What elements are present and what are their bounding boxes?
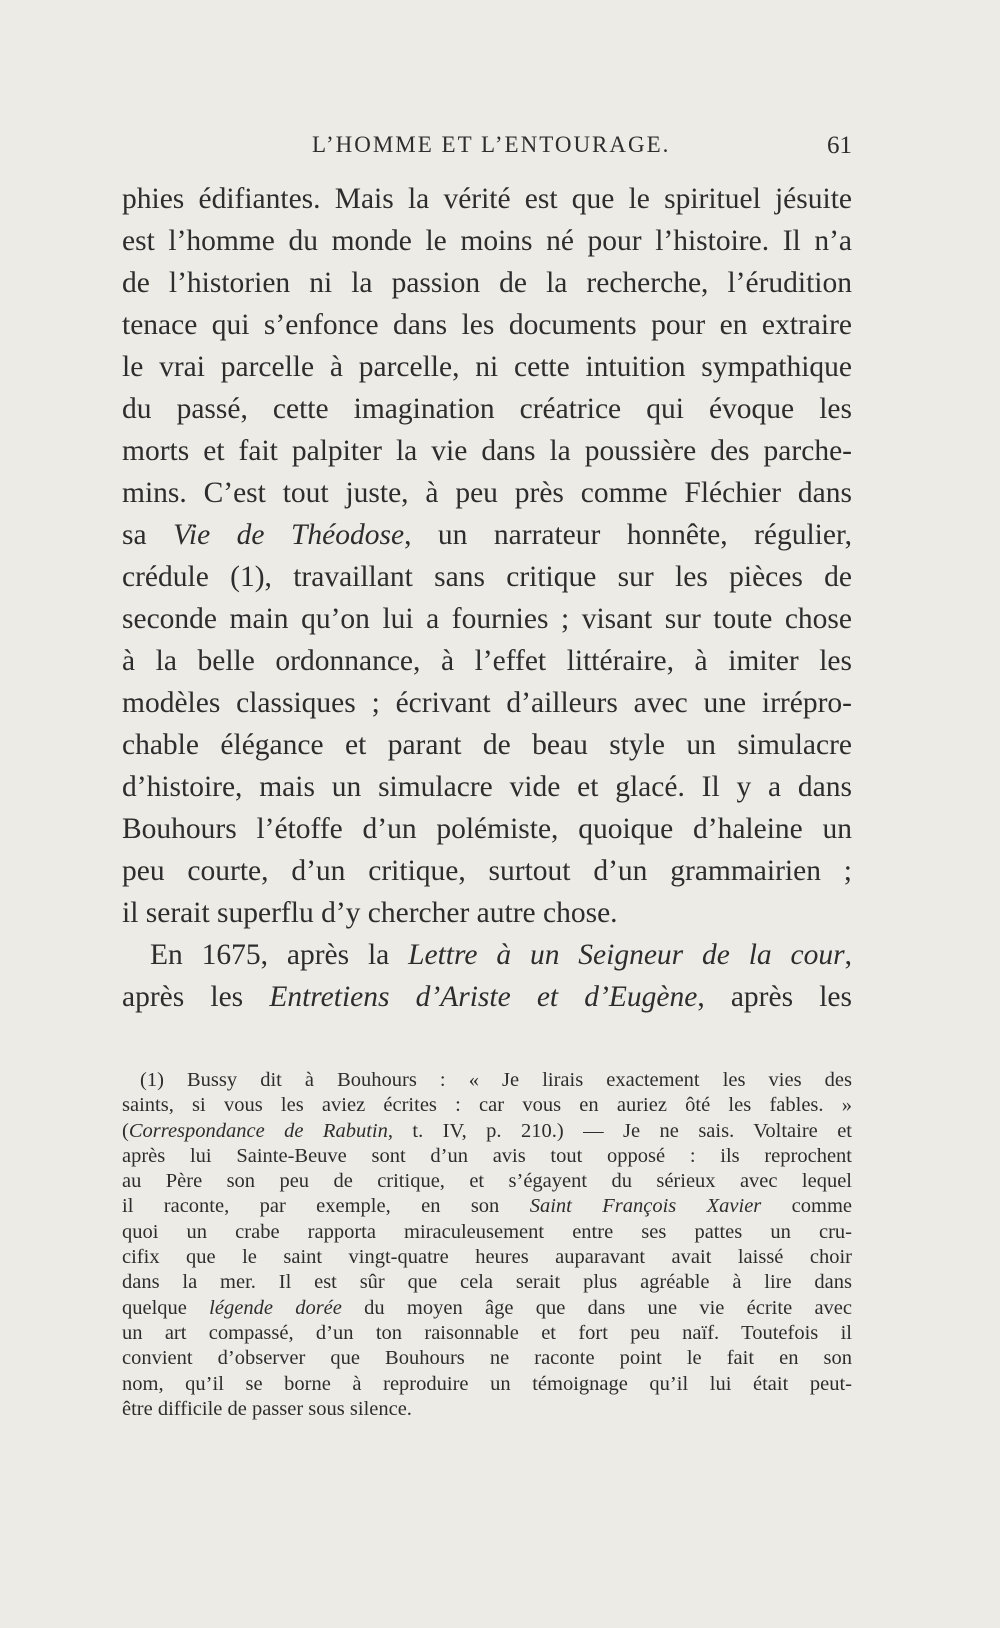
- footnote-line: dans la mer. Il est sûr que cela serait plus agréable à lire dans: [122, 1271, 852, 1294]
- footnote-line: après lui Sainte-Beuve sont d’un avis tout opposé : ils reprochent: [122, 1144, 852, 1167]
- footnote-line: au Père son peu de critique, et s’égayent du sérieux avec lequel: [122, 1170, 852, 1193]
- body-line: [122, 934, 852, 976]
- running-title: L’HOMME ET L’ENTOURAGE.: [312, 132, 671, 157]
- text-run: du moyen âge que dans une vie écrite avec: [341, 1296, 852, 1319]
- footnote-line: [122, 1119, 852, 1144]
- body-line: seconde main qu’on lui a fournies ; visant sur toute chose: [122, 603, 852, 635]
- body-line: Bouhours l’étoffe d’un polémiste, quoique d’haleine un: [122, 813, 852, 845]
- body-line: modèles classiques ; écrivant d’ailleurs avec une irrépro-: [122, 687, 852, 719]
- italic-title: Vie de Théodose: [173, 519, 405, 551]
- footnote: [122, 1068, 852, 1422]
- footnote-line: un art compassé, d’un ton raisonnable et fort peu naïf. Toutefois il: [122, 1321, 852, 1344]
- body-line: le vrai parcelle à parcelle, ni cette intuition sympathique: [122, 351, 852, 383]
- text-run: , un narrateur honnête, régulier,: [404, 519, 852, 551]
- body-line: tenace qui s’enfonce dans les documents pour en extraire: [122, 309, 852, 341]
- footnote-line: être difficile de passer sous silence.: [122, 1397, 412, 1420]
- footnote-line: convient d’observer que Bouhours ne raconte point le fait en son: [122, 1347, 852, 1370]
- footnote-line: nom, qu’il se borne à reproduire un témoignage qu’il lui était peut-: [122, 1372, 852, 1395]
- body-text: [122, 178, 852, 1018]
- body-line: à la belle ordonnance, à l’effet littéraire, à imiter les: [122, 645, 852, 677]
- italic-title: Lettre à un Seigneur de la cour: [408, 939, 845, 971]
- text-run: comme: [761, 1195, 852, 1218]
- italic-title: Entretiens d’Ariste et d’Eugène: [269, 981, 698, 1013]
- footnote-line: [122, 1296, 852, 1321]
- body-line: du passé, cette imagination créatrice qui évoque les: [122, 393, 852, 425]
- body-line: [122, 514, 852, 556]
- text-run: , après les: [697, 981, 852, 1013]
- text-run: , t. IV, p. 210.) — Je ne sais. Voltaire et: [387, 1119, 852, 1142]
- text-run: En 1675, après la: [150, 939, 409, 971]
- running-head: [122, 132, 852, 162]
- body-line: de l’historien ni la passion de la recherche, l’érudition: [122, 267, 852, 299]
- body-line: est l’homme du monde le moins né pour l’histoire. Il n’a: [122, 225, 852, 257]
- footnote-line: saints, si vous les aviez écrites : car vous en auriez ôté les fables. »: [122, 1094, 852, 1117]
- text-run: quelque: [122, 1296, 210, 1319]
- footnote-line: [122, 1194, 852, 1219]
- body-line: peu courte, d’un critique, surtout d’un grammairien ;: [122, 855, 852, 887]
- footnote-line: quoi un crabe rapporta miraculeusement entre ses pattes un cru-: [122, 1220, 852, 1243]
- text-run: il raconte, par exemple, en son: [122, 1195, 530, 1218]
- italic-title: Saint François Xavier: [529, 1195, 762, 1218]
- text-run: sa: [122, 519, 174, 551]
- body-line: mins. C’est tout juste, à peu près comme Fléchier dans: [122, 477, 852, 509]
- body-line: [122, 976, 852, 1018]
- body-line: morts et fait palpiter la vie dans la poussière des parche-: [122, 435, 852, 467]
- body-line: phies édifiantes. Mais la vérité est que le spirituel jésuite: [122, 183, 852, 215]
- text-run: (: [122, 1119, 129, 1142]
- text-run: après les: [122, 981, 270, 1013]
- body-line: il serait superflu d’y chercher autre chose.: [122, 897, 618, 929]
- italic-title: légende dorée: [209, 1296, 342, 1319]
- text-run: ,: [844, 939, 852, 971]
- body-line: d’histoire, mais un simulacre vide et glacé. Il y a dans: [122, 771, 852, 803]
- page-number: 61: [827, 132, 852, 159]
- footnote-line: cifix que le saint vingt-quatre heures auparavant avait laissé choir: [122, 1246, 852, 1269]
- italic-title: Correspondance de Rabutin: [128, 1119, 388, 1142]
- body-line: crédule (1), travaillant sans critique sur les pièces de: [122, 561, 852, 593]
- footnote-line: (1) Bussy dit à Bouhours : « Je lirais exactement les vies des: [140, 1069, 852, 1091]
- body-line: chable élégance et parant de beau style un simulacre: [122, 729, 852, 761]
